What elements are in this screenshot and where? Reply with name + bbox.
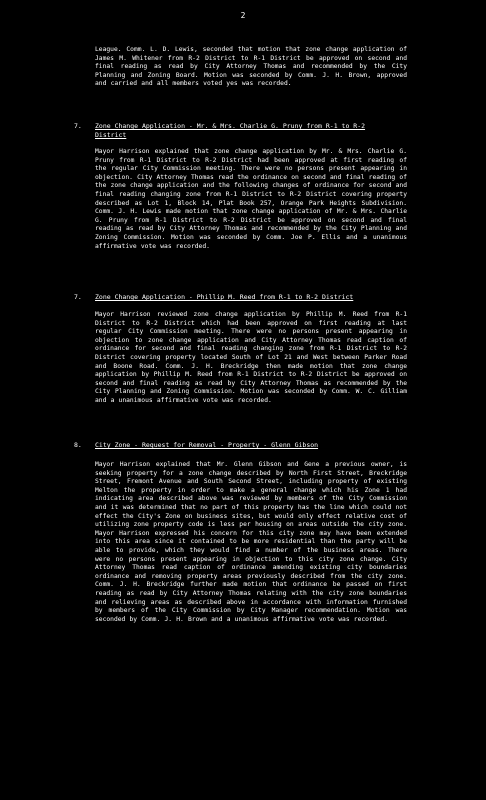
item-body: Mayor Harrison explained that Mr. Glenn Gibson and Gene a previous owner, is seeking property for a zone change described by North First Street, Breckridge Street, Fremont Avenue and South Second Street, including property of existing Melton the property in order to make a general change which his Zone 1 had indicating area described above was reviewed by members of the City Commission and it was determined that no part of this property has the line which could not effect the City's Zone on business sites, but would only effect relative cost of utilizing zone property code is less per housing on areas outside the city zone. Mayor Harrison expressed his concern for this city zone may have been extended into this area since it contained to be more residential than the party will be able to provide, which they would find a number of the business areas. There were no persons present appearing in objection to this city zone change. City Attorney Thomas read caption of ordinance amending existing city boundaries ordinance and removing property areas previously described from the city zone. Comm. J. H. Breckridge further made motion that ordinance be passed on first reading as read by City Attorney Thomas relating with the city zone boundaries and relieving areas as described above in accordance with information furnished by members of the City Commission by City Manager recommendation. Motion was seconded by Comm. J. H. Brown and a unanimous affirmative vote was recorded. (95, 461, 407, 623)
item-number: 7. (74, 293, 82, 301)
item-number: 7. (74, 122, 82, 130)
page-number: 2 (240, 11, 246, 20)
item-number: 8. (74, 441, 82, 449)
item-heading: City Zone - Request for Removal - Property - Glenn Gibson (95, 441, 319, 449)
item-heading: Zone Change Application - Mr. & Mrs. Charlie G. Pruny from R-1 to R-2 District (95, 122, 366, 139)
item-body: Mayor Harrison explained that zone change application by Mr. & Mrs. Charlie G. Pruny from R-1 District to R-2 District had been approved at first reading of the regular City Commission meeting. There were no persons present appearing in objection. City Attorney Thomas read the ordinance on second and final reading of the zone change application and the following changes of ordinance for second and final reading changing zone from R-1 District to R-2 District covering property described as Lot 1, Block 14, Plat Book 257, Orange Park Heights Subdivision. Comm. J. H. Lewis made motion that zone change application of Mr. & Mrs. Charlie G. Pruny from R-1 District to R-2 District be approved on second and final reading as read by City Attorney Thomas and recommended by the City Planning and Zoning Commission. Motion was seconded by Comm. Joe P. Ellis and a unanimous affirmative vote was recorded. (95, 148, 407, 250)
intro-paragraph: League. Comm. L. D. Lewis, seconded that motion that zone change application of James M. Whitener from R-2 District to R-1 District be approved on second and final reading as read by City Attorney Thomas and recommended by the City Planning and Zoning Board. Motion was seconded by Comm. J. H. Brown, approved and carried and all members voted yes was recorded. (95, 46, 407, 88)
item-heading: Zone Change Application - Phillip M. Reed from R-1 to R-2 District (95, 293, 354, 301)
item-body: Mayor Harrison reviewed zone change application by Phillip M. Reed from R-1 District to R-2 District which had been approved on first reading at last regular City Commission meeting. There were no persons present appearing in objection to zone change application and City Attorney Thomas read caption of ordinance for second and final reading changing zone from R-1 District to R-2 District covering property located South of Lot 21 and West between Parker Road and Boone Road. Comm. J. H. Breckridge then made motion that zone change application by Phillip M. Reed from R-1 District to R-2 District be approved on second and final reading as read by City Attorney Thomas as recommended by the City Planning and Zoning Commission. Motion was seconded by Comm. W. C. Gilliam and a unanimous affirmative vote was recorded. (95, 311, 407, 404)
